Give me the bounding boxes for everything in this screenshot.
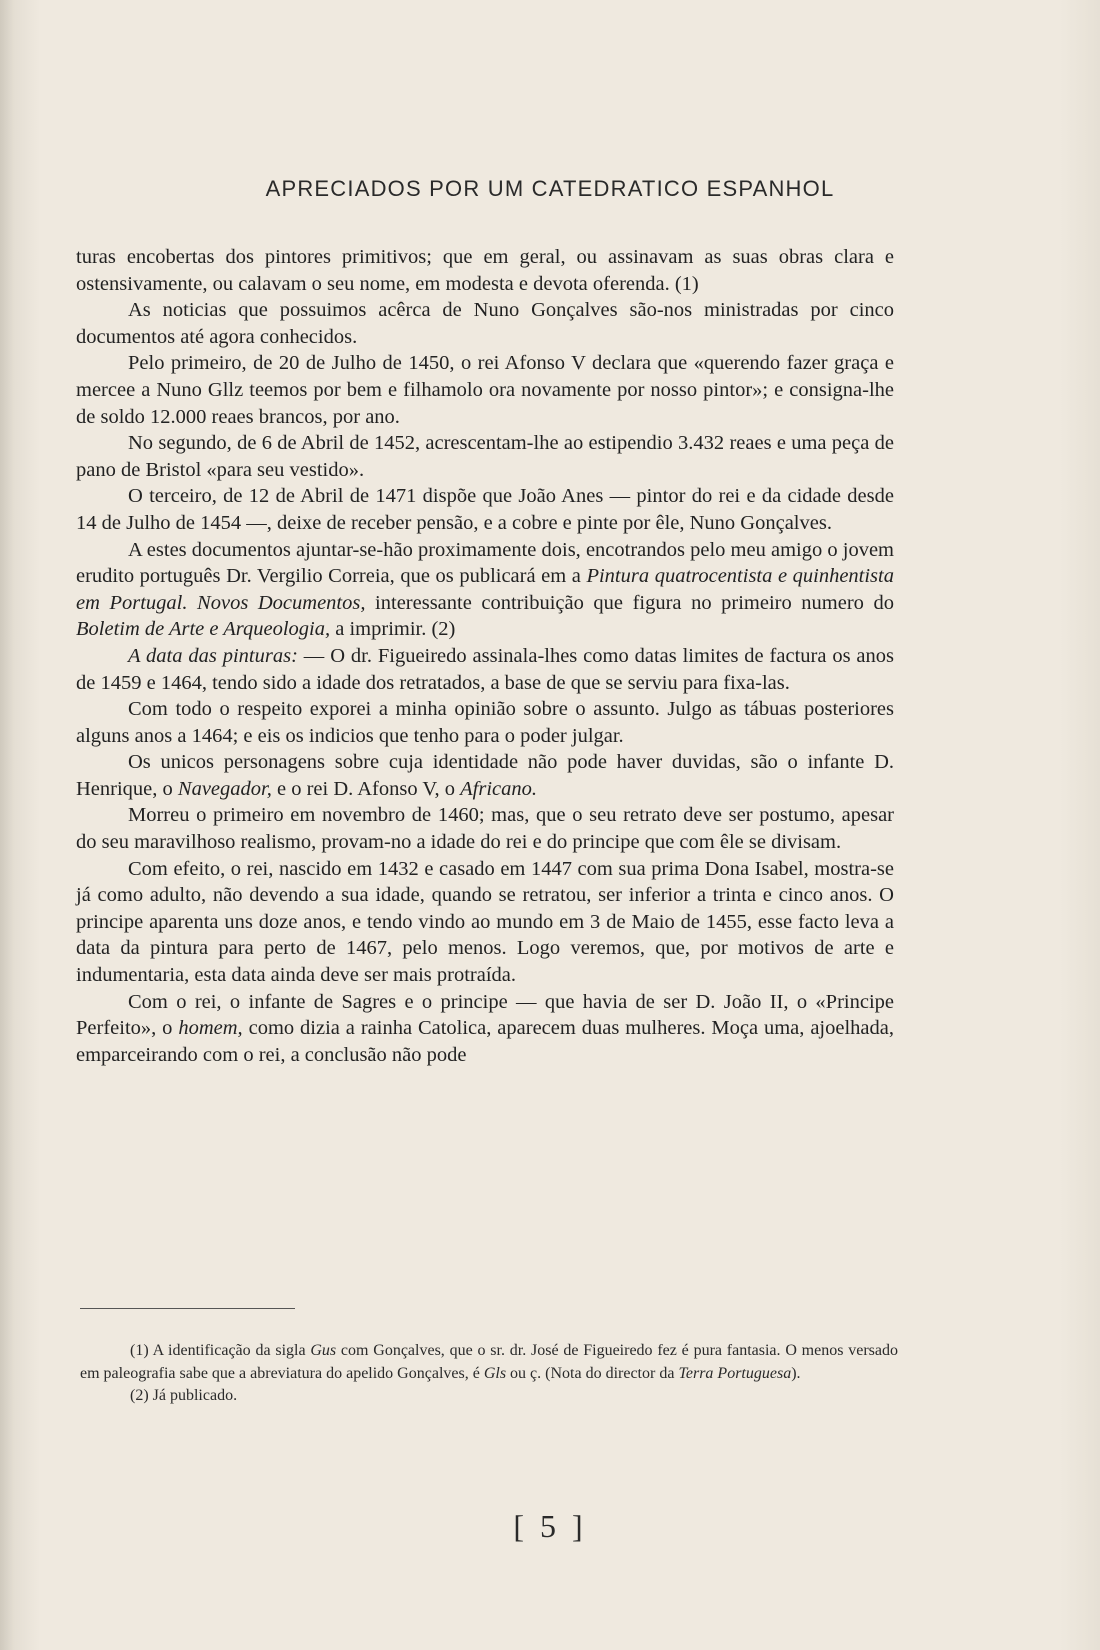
paragraph bbox=[76, 856, 894, 989]
text-run: Com efeito, o rei, nascido em 1432 e casado em 1447 com sua prima Dona Isabel, mostra-se já como adulto, não devendo a sua idade, quando se retratou, ser inferior a trinta e cinco anos. O principe aparenta uns doze anos, e tendo vindo ao mundo em 3 de Maio de 1455, esse facto leva a data da pintura para perto de 1467, pelo menos. Logo veremos, que, por motivos de arte e indumentaria, esta data ainda deve ser mais protraída. bbox=[76, 857, 894, 987]
text-run: Morreu o primeiro em novembro de 1460; mas, que o seu retrato deve ser postumo, apesar do seu maravilhoso realismo, provam-no a idade do rei e do principe que com êle se divisam. bbox=[76, 804, 894, 854]
paragraph bbox=[76, 483, 894, 536]
italic-text: Navegador, bbox=[177, 777, 272, 800]
paragraph bbox=[76, 430, 894, 483]
text-run: ou ç. (Nota do director da bbox=[506, 1364, 679, 1382]
italic-text: A data das pinturas: bbox=[128, 644, 298, 667]
italic-text: Gls bbox=[483, 1364, 507, 1382]
footnotes bbox=[80, 1340, 898, 1408]
text-run: — O dr. Figueiredo assinala-lhes como datas limites de factura os anos de 1459 e 1464, tendo sido a idade dos retratados, a base de que se serviu para fixa-las. bbox=[76, 644, 895, 694]
body-text bbox=[76, 244, 894, 1068]
text-run: com Gonçalves, que o sr. dr. José de Figueiredo fez é pura fantasia. O menos versado em paleografia sabe que a abreviatura do apelido Gonçalves, é bbox=[80, 1342, 899, 1382]
footnote bbox=[80, 1385, 898, 1408]
italic-text: Terra Portuguesa bbox=[678, 1364, 792, 1382]
text-run: O terceiro, de 12 de Abril de 1471 dispõe que João Anes — pintor do rei e da cidade desde 14 de Julho de 1454 —, deixe de receber pensão, e a cobre e pinte por êle, Nuno Gonçalves. bbox=[76, 485, 894, 534]
paragraph bbox=[76, 537, 894, 643]
page-number: [ 5 ] bbox=[513, 1508, 587, 1544]
text-run: turas encobertas dos pintores primitivos; que em geral, ou assinavam as suas obras clara e ostensivamente, ou calavam o seu nome, em modesta e devota oferenda. (1) bbox=[76, 246, 894, 295]
text-run: Pelo primeiro, de 20 de Julho de 1450, o rei Afonso V declara que «querendo fazer graça e mercee a Nuno Gllz teemos por bem e filhamolo ora novamente por nosso pintor»; e consigna-lhe de soldo 12.000 reaes brancos, por ano. bbox=[76, 352, 894, 428]
paragraph bbox=[76, 643, 894, 696]
text-run: A estes documentos ajuntar-se-hão proximamente dois, encotrandos pelo meu amigo o jovem erudito português Dr. Vergilio Correia, que os publicará em a bbox=[76, 538, 894, 588]
text-run: ). bbox=[791, 1364, 801, 1382]
text-run: Com o rei, o infante de Sagres e o principe — que havia de ser D. João II, o «Principe Perfeito», o bbox=[76, 990, 894, 1040]
paragraph bbox=[76, 802, 894, 855]
text-run: Os unicos personagens sobre cuja identidade não pode haver duvidas, são o infante D. Henrique, o bbox=[76, 751, 894, 800]
text-run: e o rei D. Afonso V, o bbox=[271, 777, 461, 800]
text-run: interessante contribuição que figura no primeiro numero do bbox=[365, 591, 894, 614]
paragraph bbox=[76, 350, 894, 430]
italic-text: Gus bbox=[310, 1342, 337, 1359]
text-run: como dizia a rainha Catolica, aparecem duas mulheres. Moça uma, ajoelhada, emparceirando com o rei, a conclusão não pode bbox=[76, 1017, 894, 1066]
text-run: (1) A identificação da sigla bbox=[130, 1342, 311, 1359]
text-run: a imprimir. (2) bbox=[330, 618, 456, 641]
footnote-rule bbox=[80, 1308, 295, 1309]
italic-text: Boletim de Arte e Arqueologia, bbox=[76, 618, 331, 641]
footnote bbox=[80, 1340, 898, 1385]
paragraph bbox=[76, 749, 894, 802]
text-run: (2) Já publicado. bbox=[130, 1387, 238, 1404]
text-run: No segundo, de 6 de Abril de 1452, acrescentam-lhe ao estipendio 3.432 reaes e uma peça de pano de Bristol «para seu vestido». bbox=[76, 432, 894, 481]
text-run: Com todo o respeito exporei a minha opinião sobre o assunto. Julgo as tábuas posteriores alguns anos a 1464; e eis os indicios que tenho para o poder julgar. bbox=[76, 698, 894, 747]
running-head: APRECIADOS POR UM CATEDRATICO ESPANHOL bbox=[265, 176, 835, 201]
italic-text: homem, bbox=[178, 1017, 243, 1040]
paragraph bbox=[76, 297, 894, 350]
text-run: As noticias que possuimos acêrca de Nuno Gonçalves são-nos ministradas por cinco documentos até agora conhecidos. bbox=[76, 299, 894, 348]
paragraph bbox=[76, 989, 894, 1069]
italic-text: Africano. bbox=[460, 777, 538, 800]
paragraph bbox=[76, 244, 894, 297]
italic-text: Pintura quatrocentista e quinhentista em Portugal. Novos Documentos, bbox=[76, 565, 894, 614]
paragraph bbox=[76, 696, 894, 749]
